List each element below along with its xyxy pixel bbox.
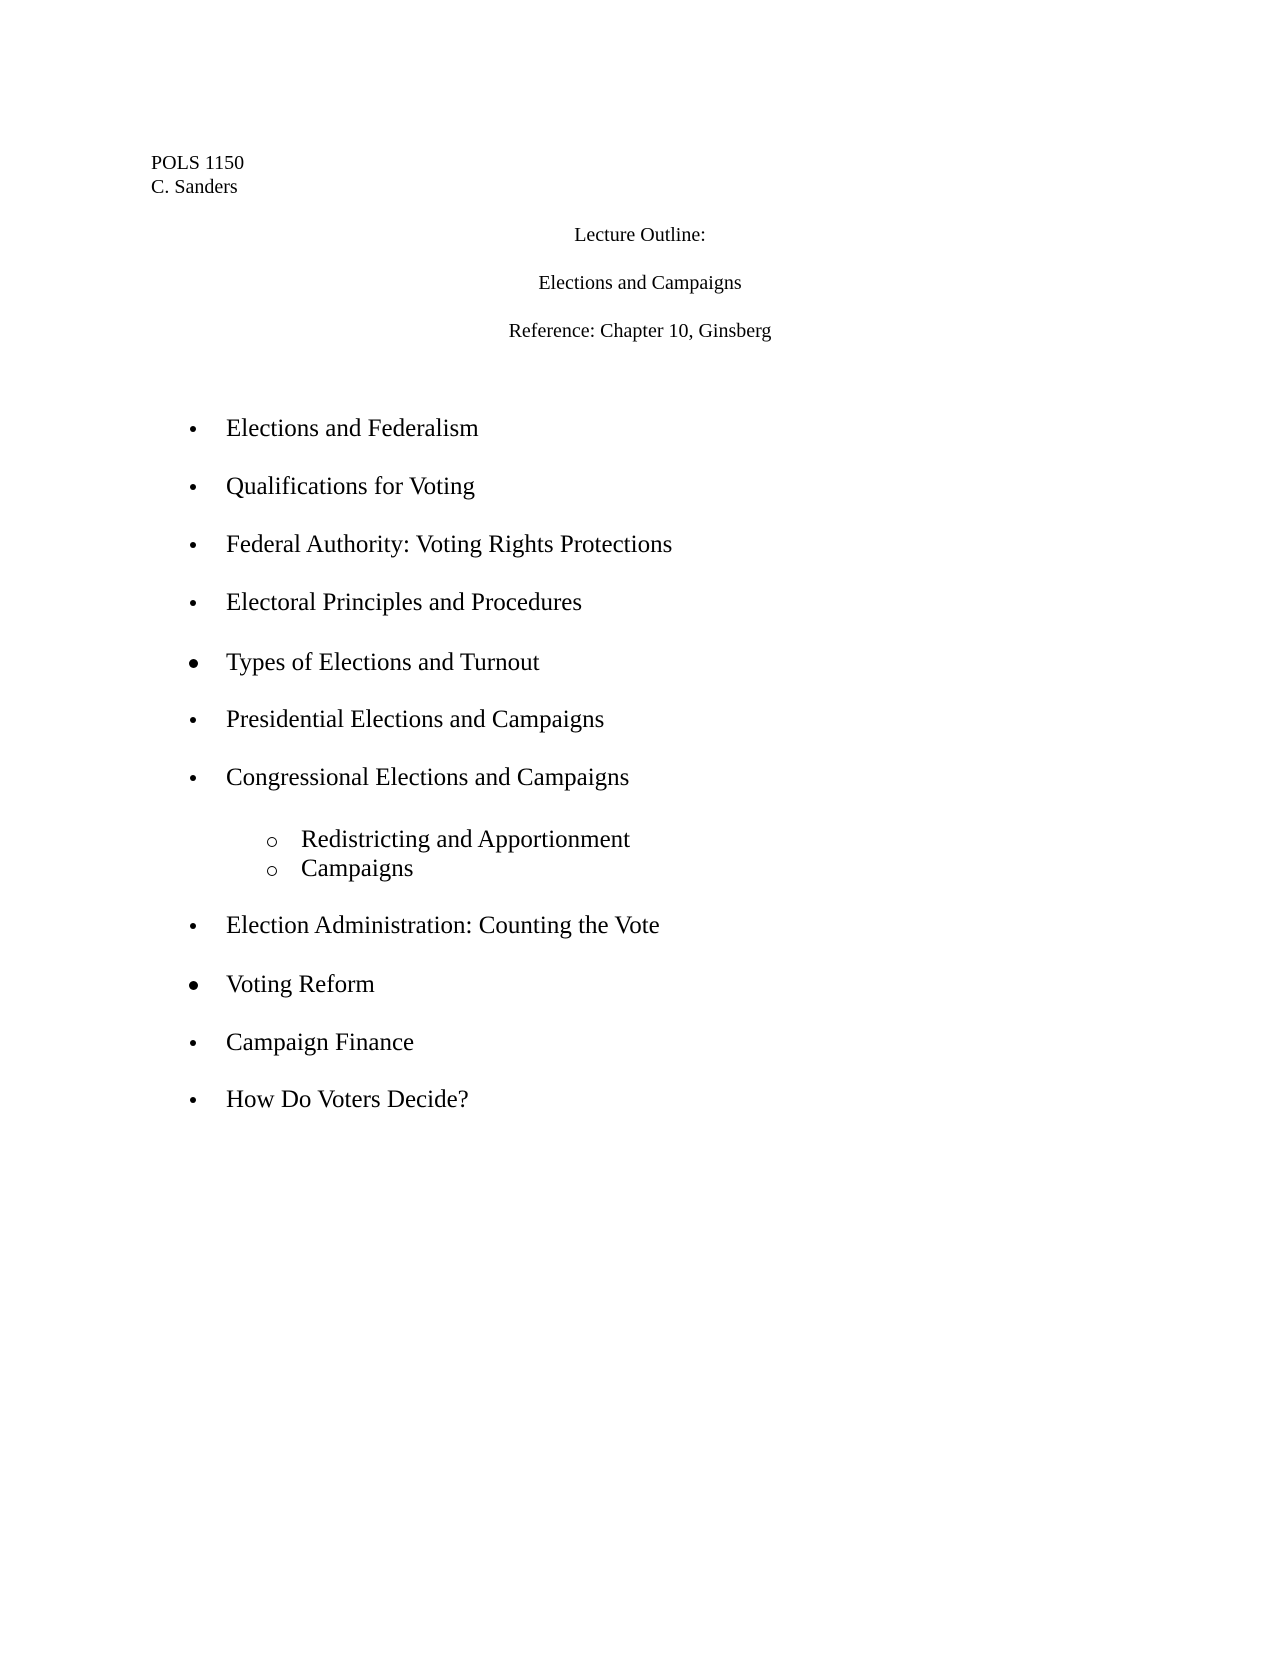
bullet-icon	[187, 763, 199, 793]
sub-list-item-label: Redistricting and Apportionment	[301, 826, 631, 853]
list-item	[0, 588, 1280, 618]
outline-reference: Reference: Chapter 10, Ginsberg	[508, 320, 772, 342]
list-item	[0, 472, 1280, 502]
bullet-icon	[187, 911, 199, 941]
list-item-label: Types of Elections and Turnout	[226, 649, 540, 676]
list-item-label: Campaign Finance	[226, 1029, 415, 1056]
list-item	[0, 911, 1280, 941]
sub-list-item	[0, 825, 1280, 855]
bullet-icon	[187, 530, 199, 560]
outline-heading: Lecture Outline:	[574, 224, 706, 246]
list-item	[0, 1028, 1280, 1058]
bullet-icon	[187, 588, 199, 618]
bullet-icon	[187, 414, 199, 444]
bullet-icon	[187, 648, 199, 678]
bullet-icon	[187, 1085, 199, 1115]
list-item	[0, 763, 1280, 793]
list-item-label: Elections and Federalism	[226, 415, 479, 442]
list-item	[0, 970, 1280, 1000]
list-item-label: Election Administration: Counting the Vote	[226, 912, 660, 939]
instructor-name: C. Sanders	[151, 176, 238, 198]
list-item	[0, 648, 1280, 678]
sub-list-item-label: Campaigns	[301, 855, 414, 882]
circle-bullet-icon	[262, 825, 282, 855]
list-item-label: Qualifications for Voting	[226, 473, 476, 500]
bullet-icon	[187, 705, 199, 735]
list-item-label: Congressional Elections and Campaigns	[226, 764, 630, 791]
list-item-label: Federal Authority: Voting Rights Protections	[226, 531, 673, 558]
bullet-icon	[187, 1028, 199, 1058]
list-item	[0, 414, 1280, 444]
circle-bullet-icon	[262, 854, 282, 884]
list-item-label: Presidential Elections and Campaigns	[226, 706, 605, 733]
list-item-label: Electoral Principles and Procedures	[226, 589, 583, 616]
course-code: POLS 1150	[151, 152, 245, 174]
list-item	[0, 1085, 1280, 1115]
list-item	[0, 530, 1280, 560]
bullet-icon	[187, 472, 199, 502]
bullet-icon	[187, 970, 199, 1000]
list-item	[0, 705, 1280, 735]
outline-topic: Elections and Campaigns	[538, 272, 742, 294]
sub-list-item	[0, 854, 1280, 884]
list-item-label: How Do Voters Decide?	[226, 1086, 469, 1113]
list-item-label: Voting Reform	[226, 971, 375, 998]
